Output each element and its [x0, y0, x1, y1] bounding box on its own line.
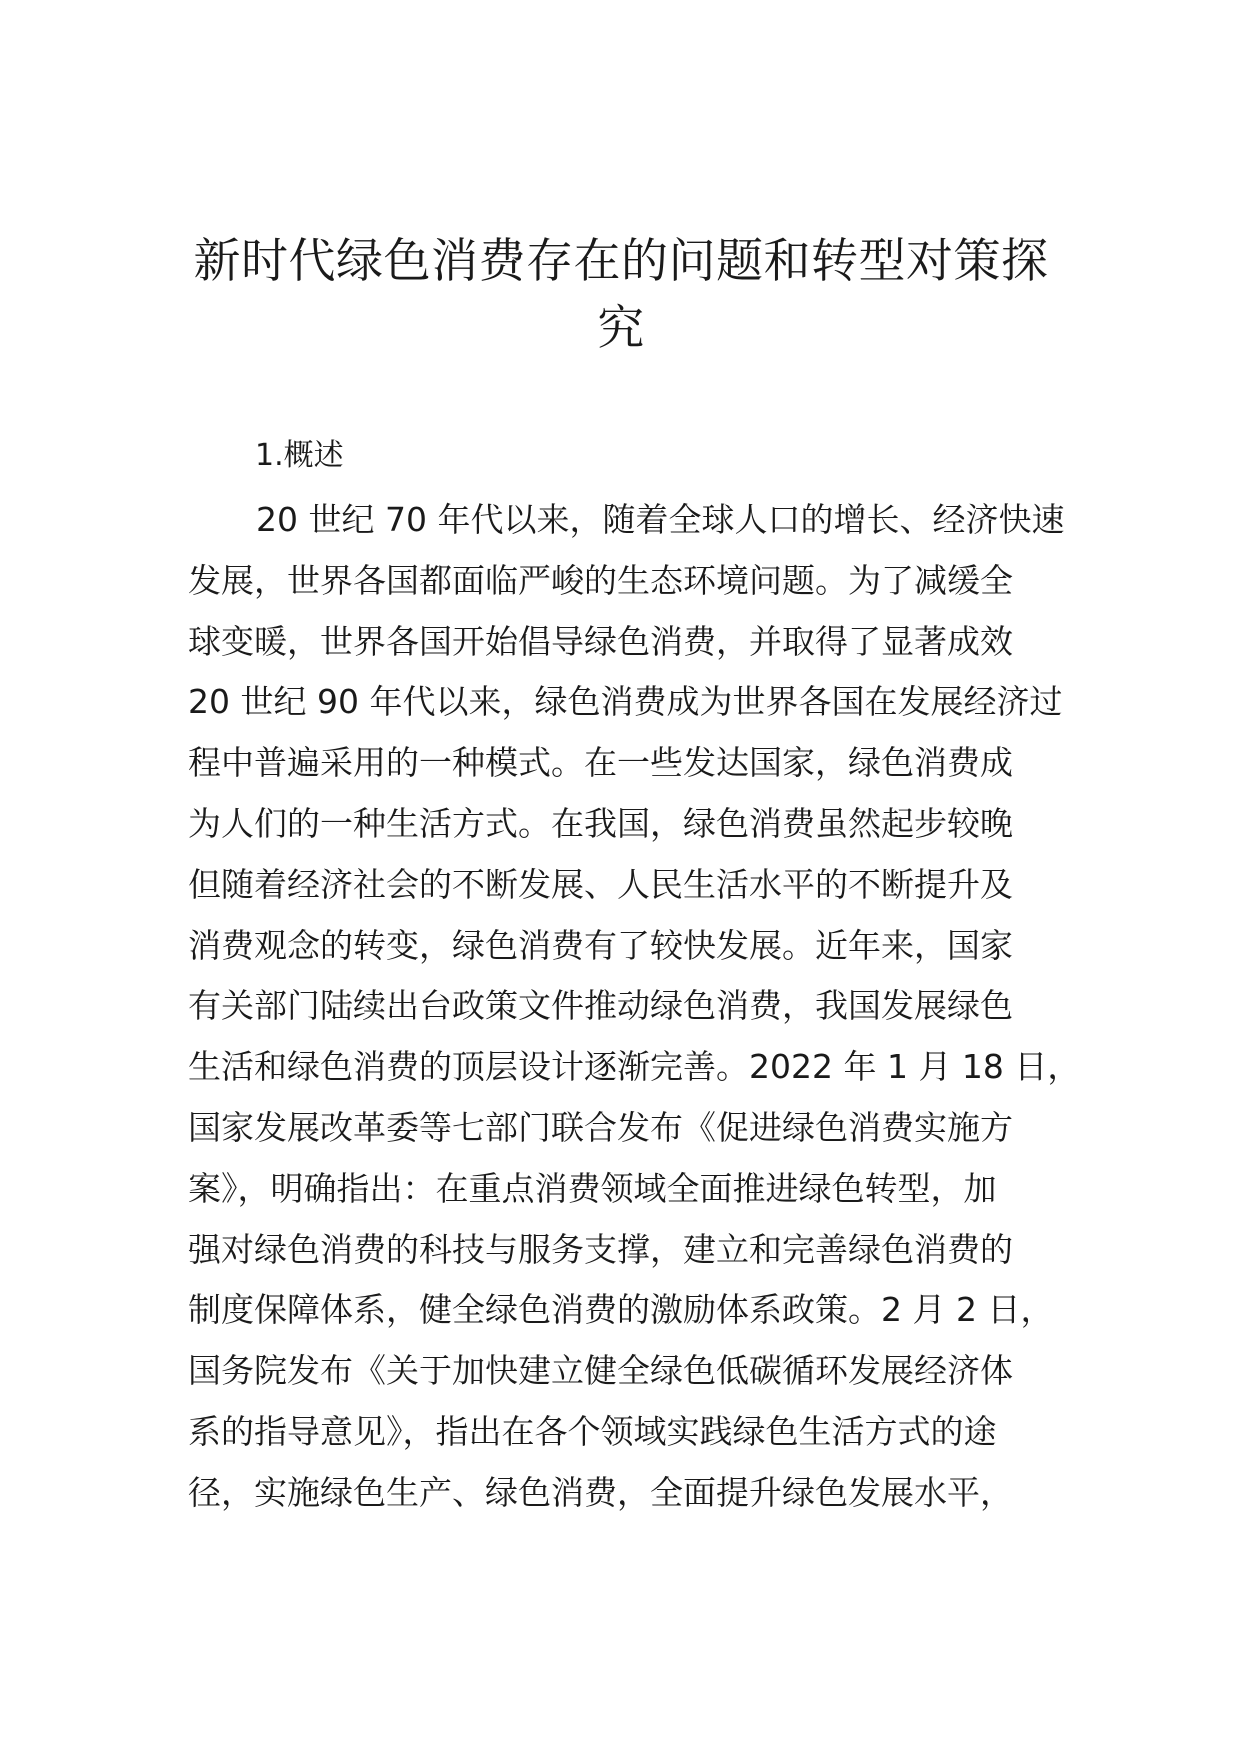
- paragraph-line-3: 球变暖，世界各国开始倡导绿色消费，并取得了显著成效: [188, 621, 1013, 661]
- body-paragraph: [188, 500, 1081, 1534]
- paragraph-line-8: 消费观念的转变，绿色消费有了较快发展。近年来，国家: [188, 925, 1013, 965]
- paragraph-line-4: 20 世纪 90 年代以来，绿色消费成为世界各国在发展经济过: [188, 682, 1063, 722]
- title-line-1: 新时代绿色消费存在的问题和转型对策探: [193, 234, 1049, 289]
- paragraph-line-2: 发展，世界各国都面临严峻的生态环境问题。为了减缓全: [188, 560, 1013, 600]
- paragraph-line-1: 20 世纪 70 年代以来，随着全球人口的增长、经济快速: [256, 500, 1065, 539]
- paragraph-line-5: 程中普遍采用的一种模式。在一些发达国家，绿色消费成: [188, 743, 1013, 783]
- title-line-2: 究: [597, 301, 645, 356]
- paragraph-line-17: 径，实施绿色生产、绿色消费，全面提升绿色发展水平，: [188, 1472, 1013, 1512]
- paragraph-line-12: 案》，明确指出：在重点消费领域全面推进绿色转型，加: [188, 1168, 997, 1208]
- document-title: [186, 228, 1056, 362]
- paragraph-line-10: 生活和绿色消费的顶层设计逐渐完善。2022 年 1 月 18 日，: [188, 1047, 1081, 1087]
- paragraph-line-11: 国家发展改革委等七部门联合发布《促进绿色消费实施方: [188, 1107, 1013, 1147]
- section-heading: 1.概述: [255, 438, 344, 473]
- paragraph-line-13: 强对绿色消费的科技与服务支撑，建立和完善绿色消费的: [188, 1229, 1013, 1269]
- paragraph-line-6: 为人们的一种生活方式。在我国，绿色消费虽然起步较晚: [188, 803, 1013, 843]
- paragraph-line-15: 国务院发布《关于加快建立健全绿色低碳循环发展经济体: [188, 1351, 1013, 1391]
- paragraph-line-16: 系的指导意见》，指出在各个领域实践绿色生活方式的途: [188, 1411, 997, 1451]
- paragraph-line-14: 制度保障体系，健全绿色消费的激励体系政策。2 月 2 日，: [188, 1290, 1054, 1330]
- paragraph-line-9: 有关部门陆续出台政策文件推动绿色消费，我国发展绿色: [188, 986, 1013, 1026]
- paragraph-line-7: 但随着经济社会的不断发展、人民生活水平的不断提升及: [188, 864, 1013, 904]
